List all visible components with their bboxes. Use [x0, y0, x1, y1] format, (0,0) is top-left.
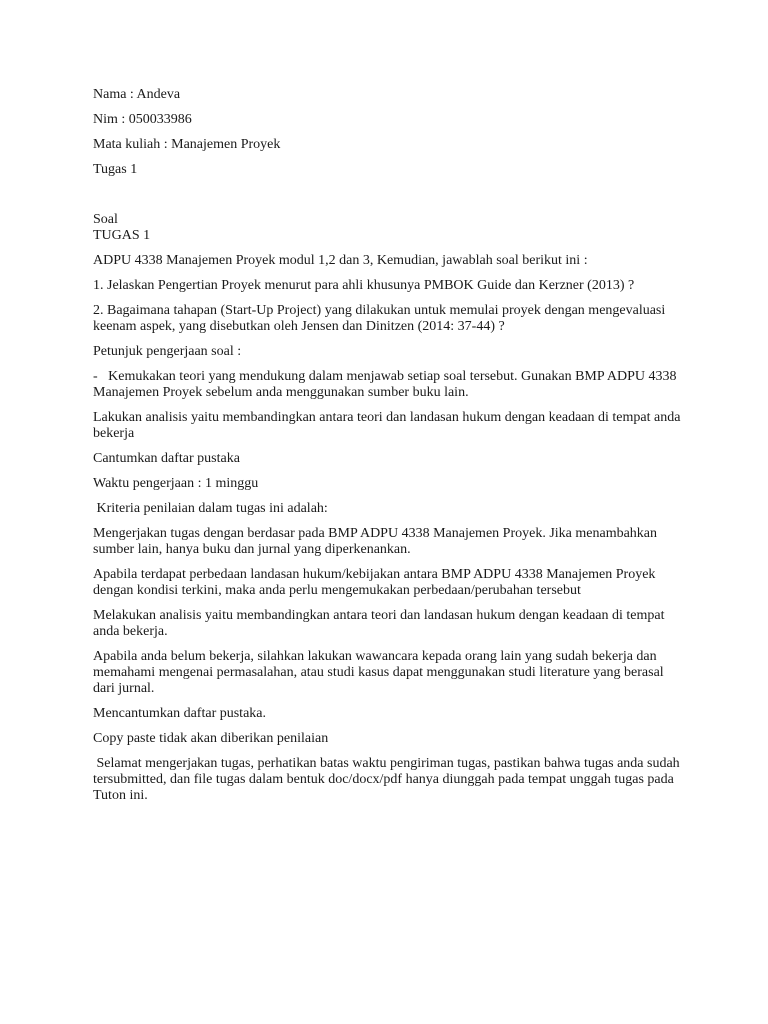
kriteria-item-1: Mengerjakan tugas dengan berdasar pada BMP ADPU 4338 Manajemen Proyek. Jika menambahkan sumber lain, hanya buku dan jurnal yang diperkenankan. — [93, 526, 661, 557]
course-name: Mata kuliah : Manajemen Proyek — [93, 137, 281, 152]
kriteria-item-2: Apabila terdapat perbedaan landasan hukum/kebijakan antara BMP ADPU 4338 Manajemen Proyek dengan kondisi terkini, maka anda perlu mengemukakan perbedaan/perubahan tersebut — [93, 567, 659, 598]
petunjuk-item-3: Cantumkan daftar pustaka — [93, 451, 240, 466]
student-name: Nama : Andeva — [93, 87, 181, 102]
soal-intro: ADPU 4338 Manajemen Proyek modul 1,2 dan 3, Kemudian, jawablah soal berikut ini : — [93, 253, 588, 268]
kriteria-item-6: Copy paste tidak akan diberikan penilaian — [93, 731, 329, 746]
closing-note: Selamat mengerjakan tugas, perhatikan batas waktu pengiriman tugas, pastikan bahwa tugas anda sudah tersubmitted, dan file tugas dalam bentuk doc/docx/pdf hanya diunggah pada tempat unggah tugas pada Tuton ini. — [93, 756, 684, 803]
question-2: 2. Bagaimana tahapan (Start-Up Project) yang dilakukan untuk memulai proyek dengan mengevaluasi keenam aspek, yang disebutkan oleh Jensen dan Dinitzen (2014: 37-44) ? — [93, 303, 669, 334]
petunjuk-title: Petunjuk pengerjaan soal : — [93, 344, 242, 359]
student-nim: Nim : 050033986 — [93, 112, 192, 127]
petunjuk-item-2: Lakukan analisis yaitu membandingkan antara teori dan landasan hukum dengan keadaan di tempat anda bekerja — [93, 410, 684, 441]
kriteria-item-4: Apabila anda belum bekerja, silahkan lakukan wawancara kepada orang lain yang sudah bekerja dan memahami mengenai permasalahan, atau studi kasus dapat menggunakan studi literature yang berasal dari jurnal. — [93, 649, 668, 696]
soal-title: TUGAS 1 — [93, 228, 151, 243]
kriteria-item-5: Mencantumkan daftar pustaka. — [93, 706, 266, 721]
kriteria-item-3: Melakukan analisis yaitu membandingkan antara teori dan landasan hukum dengan keadaan di tempat anda bekerja. — [93, 608, 668, 639]
document-body — [93, 87, 683, 813]
petunjuk-item-1: - Kemukakan teori yang mendukung dalam menjawab setiap soal tersebut. Gunakan BMP ADPU 4338 Manajemen Proyek sebelum anda menggunakan sumber buku lain. — [93, 369, 680, 400]
kriteria-title: Kriteria penilaian dalam tugas ini adalah: — [93, 501, 328, 516]
petunjuk-item-4: Waktu pengerjaan : 1 minggu — [93, 476, 259, 491]
soal-label: Soal — [93, 212, 118, 227]
spacer — [93, 187, 683, 212]
assignment-label: Tugas 1 — [93, 162, 138, 177]
question-1: 1. Jelaskan Pengertian Proyek menurut para ahli khusunya PMBOK Guide dan Kerzner (2013) ? — [93, 278, 635, 293]
